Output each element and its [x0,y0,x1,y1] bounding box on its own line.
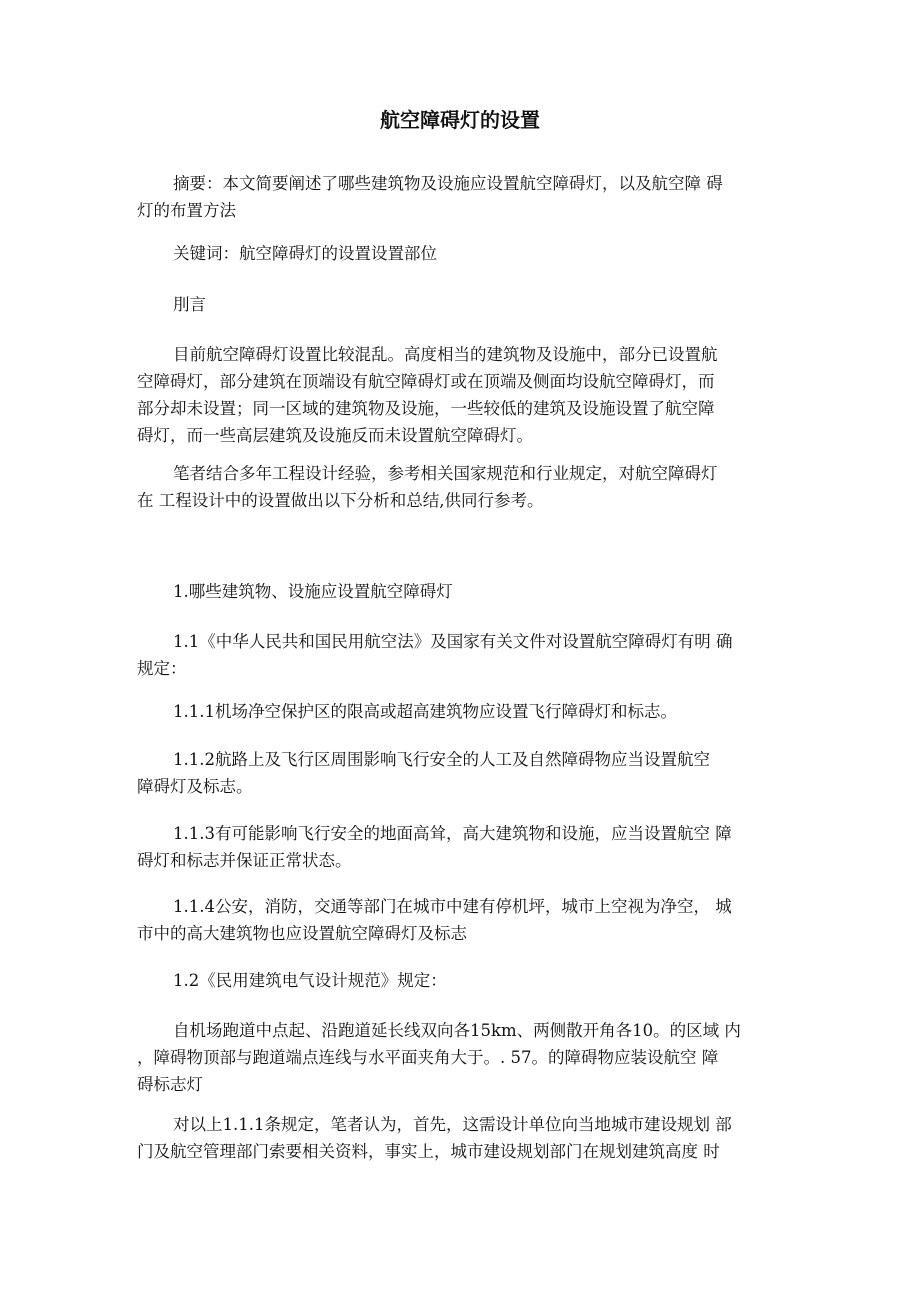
section-1-1-3 [137,820,789,874]
paragraph-line: 市中的高大建筑物也应设置航空障碍灯及标志 [137,924,467,943]
page-title: 航空障碍灯的设置 [380,108,540,132]
intro-paragraph-1 [137,341,789,449]
paragraph-line: 门及航空管理部门索要相关资料，事实上，城市建设规划部门在规划建筑高度 时 [137,1142,720,1161]
paragraph-line: 1.1.1机场净空保护区的限高或超高建筑物应设置飞行障碍灯和标志。 [173,702,677,721]
section-1-1-4 [137,893,789,947]
section-1-1-1 [137,698,789,725]
intro-paragraph-2 [137,460,789,514]
paragraph-line: 1.2《民用建筑电气设计规范》规定： [173,971,447,990]
paragraph-line: 1.1.2航路上及飞行区周围影响飞行安全的人工及自然障碍物应当设置航空 [173,750,710,769]
section-heading-1 [137,578,789,605]
paragraph-line: 碍标志灯 [137,1075,203,1094]
paragraph-line: 笔者结合多年工程设计经验，参考相关国家规范和行业规定，对航空障碍灯 [173,464,718,483]
paragraph-line: 1.1.3有可能影响飞行安全的地面高耸，高大建筑物和设施，应当设置航空 障 [173,824,732,843]
paragraph-line: 摘要：本文简要阐述了哪些建筑物及设施应设置航空障碍灯，以及航空障 碍 [173,174,723,193]
paragraph-line: 碍灯，而一些高层建筑及设施反而未设置航空障碍灯。 [137,426,533,445]
paragraph-line: 规定： [137,659,187,678]
paragraph-line: 障碍灯及标志。 [137,777,253,796]
preface-heading [137,291,789,318]
paragraph-line: 对以上1.1.1条规定，笔者认为，首先，这需设计单位向当地城市建设规划 部 [173,1115,732,1134]
paragraph-line: 目前航空障碍灯设置比较混乱。高度相当的建筑物及设施中，部分已设置航 [173,345,718,364]
comment-paragraph [137,1111,789,1165]
section-1-1 [137,628,789,682]
paragraph-line: ，障碍物顶部与跑道端点连线与水平面夹角大于。. 57。的障碍物应装设航空 障 [137,1048,719,1067]
paragraph-line: 1.1.4公安，消防，交通等部门在城市中建有停机坪，城市上空视为净空， 城 [173,897,732,916]
abstract-paragraph [137,170,789,224]
paragraph-line: 1.哪些建筑物、设施应设置航空障碍灯 [173,582,453,601]
section-1-1-2 [137,746,789,800]
paragraph-line: 关键词：航空障碍灯的设置设置部位 [173,244,437,263]
paragraph-line: 1.1《中华人民共和国民用航空法》及国家有关文件对设置航空障碍灯有明 确 [173,632,733,651]
keywords-paragraph [137,240,789,267]
paragraph-line: 刖言 [173,295,206,314]
paragraph-line: 在 工程设计中的设置做出以下分析和总结,供同行参考。 [137,491,544,510]
section-1-2 [137,967,789,994]
paragraph-line: 空障碍灯，部分建筑在顶端设有航空障碍灯或在顶端及侧面均设航空障碍灯，而 [137,372,715,391]
paragraph-line: 碍灯和标志并保证正常状态。 [137,851,352,870]
paragraph-line: 自机场跑道中点起、沿跑道延长线双向各15km、两侧散开角各10。的区域 内 [173,1021,741,1040]
rule-paragraph [137,1017,789,1098]
paragraph-line: 灯的布置方法 [137,201,236,220]
paragraph-line: 部分却未设置；同一区域的建筑物及设施，一些较低的建筑及设施设置了航空障 [137,399,715,418]
